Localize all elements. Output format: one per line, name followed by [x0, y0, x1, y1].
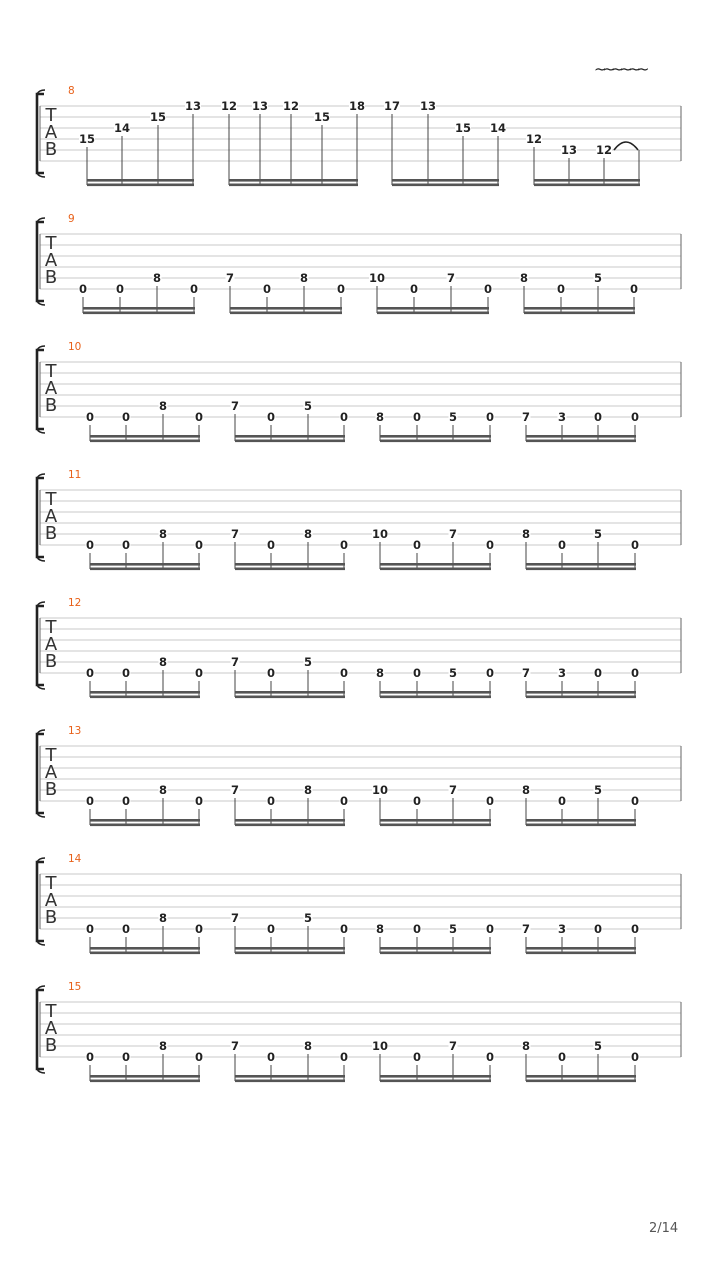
- page-number: 2/14: [649, 1221, 679, 1236]
- fret-number: 5: [593, 271, 603, 285]
- fret-number: 0: [121, 538, 131, 552]
- fret-number: 8: [521, 1039, 531, 1053]
- fret-number: 0: [266, 1050, 276, 1064]
- tab-clef-letter: B: [44, 779, 58, 800]
- fret-number: 5: [448, 410, 458, 424]
- fret-number: 0: [485, 538, 495, 552]
- beam-lower: [229, 184, 358, 187]
- fret-number: 8: [299, 271, 309, 285]
- fret-number: 0: [189, 282, 199, 296]
- fret-number: 15: [454, 121, 472, 135]
- fret-number: 0: [593, 666, 603, 680]
- fret-number: 0: [121, 666, 131, 680]
- fret-number: 0: [556, 282, 566, 296]
- beam-lower: [526, 952, 636, 955]
- fret-number: 0: [339, 1050, 349, 1064]
- fret-number: 8: [521, 527, 531, 541]
- beam-upper: [87, 179, 194, 182]
- fret-number: 5: [448, 666, 458, 680]
- tab-clef-letter: T: [45, 489, 57, 510]
- fret-number: 15: [313, 110, 331, 124]
- beam-upper: [380, 947, 491, 950]
- fret-number: 0: [266, 794, 276, 808]
- beam-upper: [235, 435, 345, 438]
- fret-number: 7: [448, 783, 458, 797]
- fret-number: 0: [485, 1050, 495, 1064]
- tab-clef-letter: B: [44, 139, 58, 160]
- tab-clef-letter: A: [44, 634, 58, 655]
- fret-number: 15: [149, 110, 167, 124]
- tab-clef-letter: A: [44, 250, 58, 271]
- tab-clef-letter: T: [45, 1001, 57, 1022]
- fret-number: 0: [412, 1050, 422, 1064]
- beam-upper: [534, 179, 640, 182]
- fret-number: 0: [339, 666, 349, 680]
- fret-number: 8: [521, 783, 531, 797]
- tie-arc: [614, 142, 638, 150]
- fret-number: 8: [152, 271, 162, 285]
- beam-upper: [229, 179, 358, 182]
- fret-number: 0: [630, 1050, 640, 1064]
- beam-upper: [380, 819, 491, 822]
- tab-clef-letter: A: [44, 890, 58, 911]
- fret-number: 0: [630, 538, 640, 552]
- fret-number: 8: [375, 666, 385, 680]
- beam-lower: [534, 184, 640, 187]
- measure-number: 10: [68, 341, 82, 353]
- fret-number: 0: [339, 794, 349, 808]
- beam-upper: [235, 1075, 345, 1078]
- beam-upper: [380, 435, 491, 438]
- beam-upper: [526, 947, 636, 950]
- beam-upper: [526, 435, 636, 438]
- beam-upper: [230, 307, 342, 310]
- fret-number: 5: [593, 527, 603, 541]
- measure-number: 14: [68, 853, 82, 865]
- fret-number: 0: [262, 282, 272, 296]
- fret-number: 12: [525, 132, 543, 146]
- fret-number: 7: [521, 922, 531, 936]
- fret-number: 0: [85, 410, 95, 424]
- fret-number: 0: [630, 794, 640, 808]
- beam-lower: [526, 568, 636, 571]
- fret-number: 0: [121, 922, 131, 936]
- fret-number: 0: [412, 794, 422, 808]
- beam-lower: [90, 440, 200, 443]
- beam-lower: [377, 312, 489, 315]
- fret-number: 8: [158, 655, 168, 669]
- fret-number: 0: [485, 922, 495, 936]
- fret-number: 13: [560, 143, 578, 157]
- fret-number: 0: [630, 922, 640, 936]
- beam-lower: [235, 1080, 345, 1083]
- fret-number: 8: [375, 410, 385, 424]
- beam-upper: [90, 435, 200, 438]
- fret-number: 0: [409, 282, 419, 296]
- beam-upper: [377, 307, 489, 310]
- fret-number: 7: [448, 527, 458, 541]
- fret-number: 8: [375, 922, 385, 936]
- beam-upper: [235, 819, 345, 822]
- beam-upper: [380, 563, 491, 566]
- beam-upper: [235, 563, 345, 566]
- beam-lower: [83, 312, 195, 315]
- beam-upper: [90, 691, 200, 694]
- beam-upper: [380, 1075, 491, 1078]
- tab-clef-letter: B: [44, 907, 58, 928]
- beam-upper: [83, 307, 195, 310]
- fret-number: 10: [371, 1039, 389, 1053]
- tab-clef-letter: A: [44, 762, 58, 783]
- fret-number: 3: [557, 410, 567, 424]
- fret-number: 8: [158, 911, 168, 925]
- tab-clef-letter: T: [45, 361, 57, 382]
- fret-number: 10: [371, 527, 389, 541]
- beam-upper: [526, 691, 636, 694]
- beam-upper: [526, 819, 636, 822]
- fret-number: 5: [303, 655, 313, 669]
- tab-clef-letter: T: [45, 873, 57, 894]
- fret-number: 8: [303, 1039, 313, 1053]
- fret-number: 0: [630, 410, 640, 424]
- tab-clef-letter: T: [45, 617, 57, 638]
- fret-number: 0: [412, 922, 422, 936]
- fret-number: 10: [368, 271, 386, 285]
- fret-number: 8: [158, 783, 168, 797]
- fret-number: 7: [446, 271, 456, 285]
- fret-number: 0: [194, 666, 204, 680]
- fret-number: 18: [348, 99, 366, 113]
- fret-number: 7: [448, 1039, 458, 1053]
- fret-number: 0: [557, 1050, 567, 1064]
- tab-clef-letter: T: [45, 745, 57, 766]
- tab-clef-letter: A: [44, 506, 58, 527]
- beam-lower: [230, 312, 342, 315]
- fret-number: 0: [485, 794, 495, 808]
- fret-number: 13: [251, 99, 269, 113]
- fret-number: 5: [593, 1039, 603, 1053]
- fret-number: 13: [184, 99, 202, 113]
- beam-lower: [235, 696, 345, 699]
- fret-number: 14: [489, 121, 507, 135]
- fret-number: 14: [113, 121, 131, 135]
- beam-lower: [87, 184, 194, 187]
- tab-clef-letter: A: [44, 378, 58, 399]
- fret-number: 0: [266, 666, 276, 680]
- fret-number: 0: [339, 538, 349, 552]
- fret-number: 8: [303, 527, 313, 541]
- fret-number: 0: [339, 410, 349, 424]
- fret-number: 8: [158, 527, 168, 541]
- tab-clef-letter: T: [45, 105, 57, 126]
- beam-upper: [235, 947, 345, 950]
- tab-clef-letter: B: [44, 395, 58, 416]
- fret-number: 0: [557, 794, 567, 808]
- fret-number: 0: [85, 1050, 95, 1064]
- fret-number: 0: [336, 282, 346, 296]
- fret-number: 12: [595, 143, 613, 157]
- fret-number: 0: [115, 282, 125, 296]
- measure-number: 13: [68, 725, 82, 737]
- beam-lower: [90, 1080, 200, 1083]
- beam-lower: [90, 696, 200, 699]
- fret-number: 0: [85, 922, 95, 936]
- fret-number: 0: [485, 666, 495, 680]
- beam-lower: [380, 696, 491, 699]
- beam-lower: [90, 952, 200, 955]
- measure-number: 15: [68, 981, 82, 993]
- fret-number: 0: [194, 922, 204, 936]
- fret-number: 0: [339, 922, 349, 936]
- beam-lower: [526, 440, 636, 443]
- fret-number: 5: [303, 911, 313, 925]
- beam-lower: [235, 824, 345, 827]
- fret-number: 0: [593, 410, 603, 424]
- fret-number: 3: [557, 666, 567, 680]
- fret-number: 12: [282, 99, 300, 113]
- fret-number: 7: [230, 399, 240, 413]
- fret-number: 0: [121, 1050, 131, 1064]
- beam-lower: [380, 568, 491, 571]
- fret-number: 0: [194, 794, 204, 808]
- measure-number: 12: [68, 597, 82, 609]
- beam-lower: [380, 1080, 491, 1083]
- beam-lower: [90, 568, 200, 571]
- tab-clef-letter: B: [44, 651, 58, 672]
- beam-lower: [526, 1080, 636, 1083]
- fret-number: 8: [303, 783, 313, 797]
- fret-number: 0: [557, 538, 567, 552]
- fret-number: 0: [485, 410, 495, 424]
- beam-lower: [235, 568, 345, 571]
- fret-number: 0: [266, 538, 276, 552]
- fret-number: 7: [230, 1039, 240, 1053]
- fret-number: 0: [85, 794, 95, 808]
- beam-lower: [526, 696, 636, 699]
- fret-number: 0: [412, 410, 422, 424]
- beam-upper: [90, 819, 200, 822]
- fret-number: 0: [194, 1050, 204, 1064]
- fret-number: 0: [412, 666, 422, 680]
- fret-number: 8: [519, 271, 529, 285]
- beam-upper: [380, 691, 491, 694]
- vibrato-mark: ~~~~~~: [594, 60, 646, 78]
- beam-upper: [524, 307, 635, 310]
- beam-upper: [392, 179, 499, 182]
- fret-number: 7: [230, 783, 240, 797]
- beam-lower: [380, 952, 491, 955]
- fret-number: 0: [483, 282, 493, 296]
- fret-number: 5: [303, 399, 313, 413]
- fret-number: 0: [85, 666, 95, 680]
- fret-number: 7: [225, 271, 235, 285]
- beam-lower: [235, 440, 345, 443]
- fret-number: 0: [194, 410, 204, 424]
- beam-lower: [392, 184, 499, 187]
- fret-number: 7: [521, 666, 531, 680]
- fret-number: 7: [230, 527, 240, 541]
- beam-lower: [526, 824, 636, 827]
- beam-lower: [380, 440, 491, 443]
- fret-number: 0: [194, 538, 204, 552]
- fret-number: 5: [448, 922, 458, 936]
- measure-number: 9: [68, 213, 75, 225]
- tab-clef-letter: B: [44, 267, 58, 288]
- beam-upper: [526, 1075, 636, 1078]
- fret-number: 0: [85, 538, 95, 552]
- fret-number: 0: [121, 410, 131, 424]
- beam-lower: [524, 312, 635, 315]
- fret-number: 8: [158, 399, 168, 413]
- fret-number: 0: [266, 410, 276, 424]
- fret-number: 10: [371, 783, 389, 797]
- fret-number: 17: [383, 99, 401, 113]
- fret-number: 12: [220, 99, 238, 113]
- fret-number: 3: [557, 922, 567, 936]
- fret-number: 0: [593, 922, 603, 936]
- tab-clef-letter: A: [44, 122, 58, 143]
- fret-number: 7: [230, 655, 240, 669]
- fret-number: 0: [78, 282, 88, 296]
- fret-number: 7: [230, 911, 240, 925]
- beam-upper: [90, 947, 200, 950]
- beam-upper: [526, 563, 636, 566]
- fret-number: 0: [266, 922, 276, 936]
- fret-number: 0: [630, 666, 640, 680]
- fret-number: 0: [412, 538, 422, 552]
- beam-lower: [90, 824, 200, 827]
- fret-number: 8: [158, 1039, 168, 1053]
- tab-clef-letter: B: [44, 1035, 58, 1056]
- beam-upper: [235, 691, 345, 694]
- measure-number: 8: [68, 85, 75, 97]
- tab-clef-letter: B: [44, 523, 58, 544]
- beam-lower: [380, 824, 491, 827]
- fret-number: 5: [593, 783, 603, 797]
- tab-clef-letter: T: [45, 233, 57, 254]
- fret-number: 7: [521, 410, 531, 424]
- measure-number: 11: [68, 469, 82, 481]
- fret-number: 0: [629, 282, 639, 296]
- beam-upper: [90, 563, 200, 566]
- tab-clef-letter: A: [44, 1018, 58, 1039]
- fret-number: 15: [78, 132, 96, 146]
- beam-lower: [235, 952, 345, 955]
- fret-number: 0: [121, 794, 131, 808]
- beam-upper: [90, 1075, 200, 1078]
- fret-number: 13: [419, 99, 437, 113]
